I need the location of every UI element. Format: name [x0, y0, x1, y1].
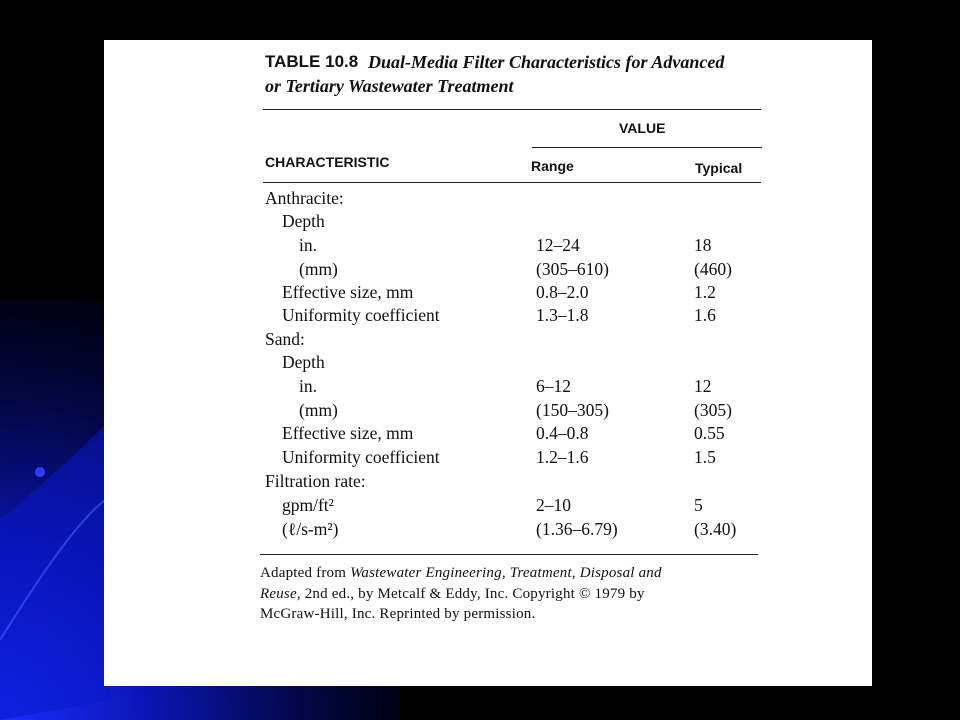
row-label: (ℓ/s-m²)	[282, 519, 339, 539]
row-typical: 18	[694, 235, 712, 255]
row-label: Effective size, mm	[282, 423, 414, 443]
row-range: 1.2–1.6	[536, 447, 589, 467]
footnote-line3: McGraw-Hill, Inc. Reprinted by permission.	[260, 606, 536, 622]
row-typical: 0.55	[694, 423, 725, 443]
row-typical: 1.6	[694, 305, 716, 325]
footnote-book-title: Wastewater Engineering, Treatment, Disposal and	[350, 565, 662, 581]
table-page	[104, 40, 872, 686]
row-label: Filtration rate:	[265, 471, 366, 491]
row-typical: (305)	[694, 400, 732, 420]
row-label: Depth	[282, 352, 325, 372]
row-range: 2–10	[536, 495, 571, 515]
row-label: Uniformity coefficient	[282, 447, 440, 467]
footnote-prefix: Adapted from	[260, 565, 351, 581]
row-label: Depth	[282, 211, 325, 231]
characteristic-header: CHARACTERISTIC	[265, 154, 390, 170]
row-label: Anthracite:	[265, 188, 344, 208]
value-header: VALUE	[619, 120, 666, 136]
table-title-line2: or Tertiary Wastewater Treatment	[265, 76, 514, 96]
table-title-line1: Dual-Media Filter Characteristics for Advanced	[368, 52, 725, 72]
row-label: (mm)	[299, 400, 338, 420]
row-label: Uniformity coefficient	[282, 305, 440, 325]
row-label: in.	[299, 376, 317, 396]
row-typical: 5	[694, 495, 703, 515]
value-group-rule	[532, 147, 762, 148]
row-label: (mm)	[299, 259, 338, 279]
row-typical: (460)	[694, 259, 732, 279]
row-range: (150–305)	[536, 400, 609, 420]
typical-header: Typical	[695, 160, 743, 176]
row-range: 0.4–0.8	[536, 423, 589, 443]
row-typical: (3.40)	[694, 519, 737, 539]
row-typical: 12	[694, 376, 712, 396]
range-header: Range	[531, 158, 574, 174]
footnote-book-title-end: Reuse,	[260, 586, 301, 602]
row-range: 12–24	[536, 235, 580, 255]
row-label: in.	[299, 235, 317, 255]
row-range: 0.8–2.0	[536, 282, 589, 302]
footnote-line2: Reuse, 2nd ed., by Metcalf & Eddy, Inc. Copyright © 1979 by	[260, 586, 645, 602]
bottom-rule	[260, 554, 758, 555]
row-range: (1.36–6.79)	[536, 519, 618, 539]
header-bottom-rule	[263, 182, 761, 183]
top-rule	[263, 109, 761, 110]
footnote-line1	[260, 565, 662, 582]
row-typical: 1.2	[694, 282, 716, 302]
row-label: Effective size, mm	[282, 282, 414, 302]
row-range: 6–12	[536, 376, 571, 396]
row-range: (305–610)	[536, 259, 609, 279]
row-label: Sand:	[265, 329, 305, 349]
row-range: 1.3–1.8	[536, 305, 589, 325]
table-label: TABLE 10.8	[265, 52, 359, 71]
row-typical: 1.5	[694, 447, 716, 467]
row-label: gpm/ft²	[282, 495, 334, 515]
